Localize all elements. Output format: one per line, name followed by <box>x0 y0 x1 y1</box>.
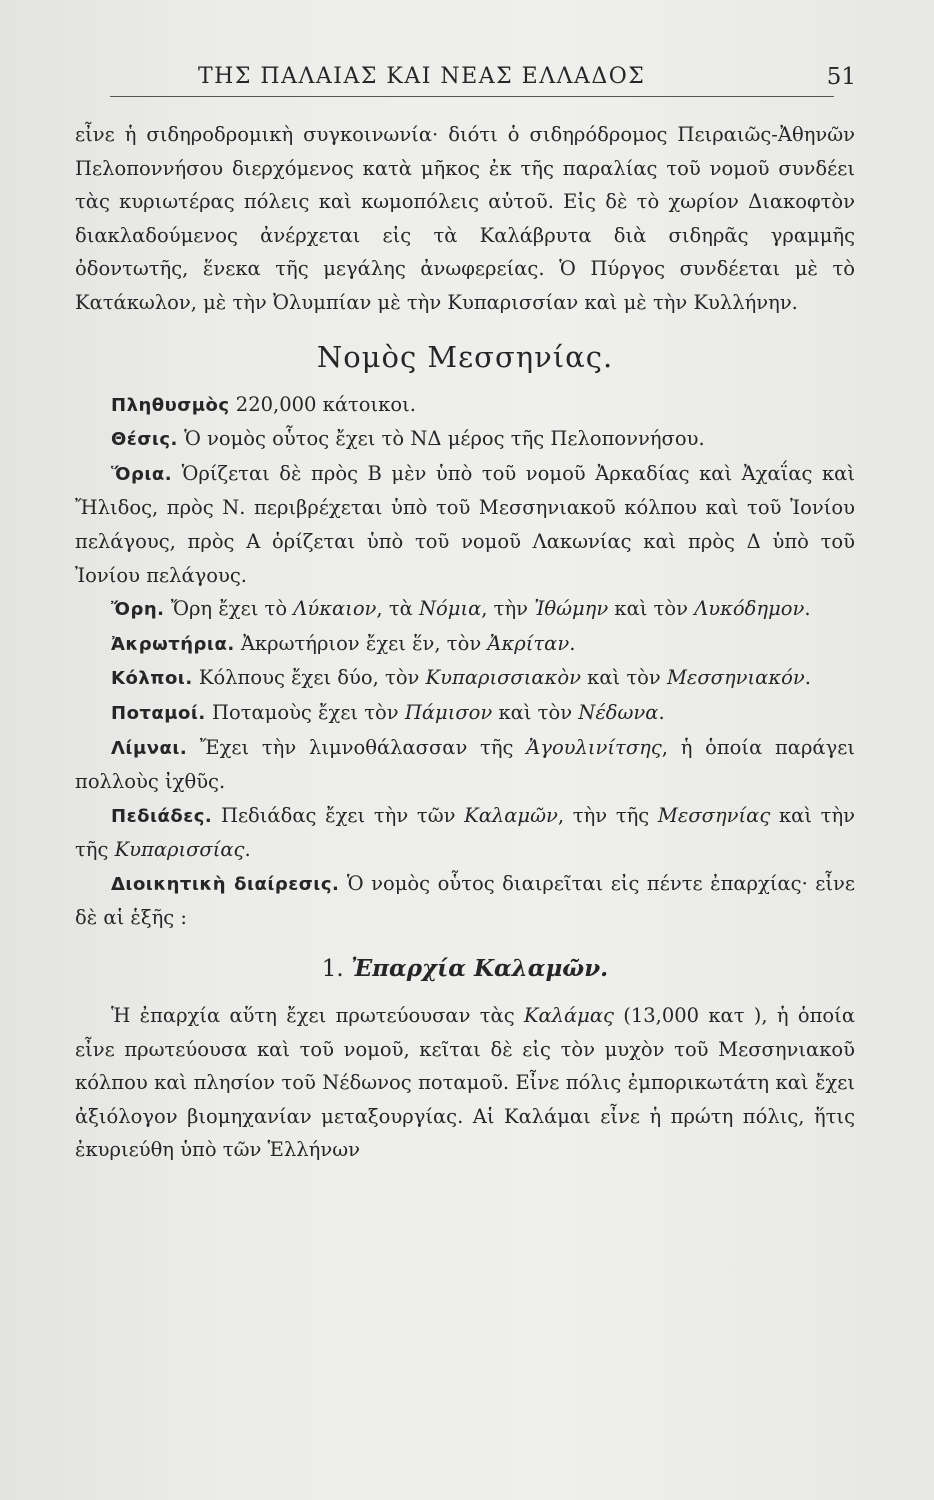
river-name: Πάμισον <box>404 700 493 724</box>
plain-name: Μεσσηνίας <box>657 803 771 827</box>
entry-gulfs <box>75 661 855 696</box>
entry-text: καὶ τὴν τῆς <box>75 803 855 862</box>
entry-label: Ὅρια. <box>111 463 173 485</box>
entry-text: . <box>569 631 576 655</box>
entry-population <box>75 388 855 423</box>
entry-text: καὶ τὸν <box>492 700 579 724</box>
entry-text: , τὰ <box>376 597 419 621</box>
gulf-name: Κυπαρισσιακὸν <box>425 666 581 690</box>
entry-text: Ὁ νομὸς οὗτος διαιρεῖται εἰς πέντε ἐπαρχίας· εἶνε δὲ αἱ ἑξῆς : <box>75 871 855 930</box>
header-rule <box>110 96 834 97</box>
entry-rivers <box>75 696 855 731</box>
entry-text: Ὁρίζεται δὲ πρὸς Β μὲν ὑπὸ τοῦ νομοῦ Ἀρκαδίας καὶ Ἀχαΐας καὶ Ἤλιδος, πρὸς Ν. περιβρέχεται ὑπὸ τοῦ Μεσσηνιακοῦ κόλπου καὶ τοῦ Ἰονίου πελάγους, πρὸς Α ὁρίζεται ὑπὸ τοῦ νομοῦ Λακωνίας καὶ πρὸς Δ ὑπὸ τοῦ Ἰονίου πελάγους. <box>75 461 855 587</box>
entry-text: . <box>804 666 811 690</box>
entry-text: . <box>244 838 251 862</box>
city-name: Καλάμας <box>523 1004 614 1028</box>
entry-capes <box>75 627 855 662</box>
page-body <box>75 118 855 1167</box>
entry-text: , τὴν <box>481 597 535 621</box>
plain-name: Καλαμῶν <box>464 803 558 827</box>
page-number: 51 <box>826 64 856 90</box>
cape-name: Ἀκρίταν <box>487 631 570 655</box>
paragraph-text: (13,000 κατ ), ἡ ὁποία εἶνε πρωτεύουσα καὶ τοῦ νομοῦ, κεῖται δὲ εἰς τὸν μυχὸν τοῦ Μεσσηνιακοῦ κόλπου καὶ πλησίον τοῦ Νέδωνος ποταμοῦ. Εἶνε πόλις ἐμπορικωτάτη καὶ ἔχει ἀξιόλογον βιομηχανίαν μεταξουργίας. Αἱ Καλάμαι εἶνε ἡ πρώτη πόλις, ἥτις ἐκυριεύθη ὑπὸ τῶν Ἑλλήνων <box>75 1004 855 1162</box>
entry-text: Πεδιάδας ἔχει τὴν τῶν <box>212 803 465 827</box>
entry-text: Ἀκρωτήριον ἔχει ἕν, τὸν <box>234 631 488 655</box>
entry-label: Πληθυσμὸς <box>111 394 230 416</box>
mountain-name: Λυκόδημον <box>694 597 805 621</box>
final-paragraph <box>75 999 855 1167</box>
entry-text: καὶ τὸν <box>580 666 667 690</box>
plain-name: Κυπαρισσίας <box>114 838 245 862</box>
entry-text: Ὄρη ἔχει τὸ <box>164 597 294 621</box>
subsection-name: Ἐπαρχία Καλαμῶν. <box>351 955 609 983</box>
entry-position <box>75 422 855 457</box>
subsection-number: 1. <box>321 956 352 983</box>
entry-label: Λίμναι. <box>111 737 188 759</box>
entry-text: , τὴν τῆς <box>557 803 658 827</box>
mountain-name: Ἰθώμην <box>534 597 609 621</box>
entry-borders <box>75 457 855 592</box>
entry-text: . <box>658 700 665 724</box>
section-title: Νομὸς Μεσσηνίας. <box>316 339 614 374</box>
entry-label: Θέσις. <box>111 429 178 451</box>
entry-plains <box>75 799 855 867</box>
entry-lakes <box>75 731 855 799</box>
entry-label: Διοικητικὴ διαίρεσις. <box>111 873 340 895</box>
page-header <box>110 56 856 100</box>
entry-label: Ἀκρωτήρια. <box>111 633 235 655</box>
entry-text: Ποταμοὺς ἔχει τὸν <box>205 700 405 724</box>
running-title: ΤΗΣ ΠΑΛΑΙΑΣ ΚΑΙ ΝΕΑΣ ΕΛΛΑΔΟΣ <box>198 64 646 89</box>
entry-text: 220,000 κάτοικοι. <box>229 392 416 416</box>
entry-label: Πεδιάδες. <box>111 805 213 827</box>
entry-text: , ἡ ὁποία παράγει πολλοὺς ἰχθῦς. <box>75 735 855 794</box>
lake-name: Ἀγουλινίτσης <box>526 735 662 759</box>
entry-label: Ποταμοί. <box>111 702 206 724</box>
mountain-name: Νόμια <box>418 597 482 621</box>
entry-text: καὶ τὸν <box>608 597 695 621</box>
entry-division <box>75 867 855 935</box>
paragraph-text: Ἡ ἐπαρχία αὕτη ἔχει πρωτεύουσαν τὰς <box>111 1004 524 1028</box>
entry-text: . <box>804 597 811 621</box>
gulf-name: Μεσσηνιακόν <box>666 666 805 690</box>
entry-text: Κόλπους ἔχει δύο, τὸν <box>192 666 426 690</box>
entry-mountains <box>75 592 855 627</box>
entry-text: Ὁ νομὸς οὗτος ἔχει τὸ ΝΔ μέρος τῆς Πελοποννήσου. <box>177 427 705 451</box>
mountain-name: Λύκαιον <box>293 597 377 621</box>
river-name: Νέδωνα <box>578 700 659 724</box>
intro-paragraph: εἶνε ἡ σιδηροδρομικὴ συγκοινωνία· διότι ὁ σιδηρόδρομος Πειραιῶς-Ἀθηνῶν Πελοποννήσου διερχόμενος κατὰ μῆκος ἐκ τῆς παραλίας τοῦ νομοῦ συνδέει τὰς κυριωτέρας πόλεις καὶ κωμοπόλεις αὐτοῦ. Εἰς δὲ τὸ χωρίον Διακοφτὸν διακλαδούμενος ἀνέρχεται εἰς τὰ Καλάβρυτα διὰ σιδηρᾶς γραμμῆς ὀδοντωτῆς, ἕνεκα τῆς μεγάλης ἀνωφερείας. Ὁ Πύργος συνδέεται μὲ τὸ Κατάκωλον, μὲ τὴν Ὀλυμπίαν μὲ τὴν Κυπαρισσίαν καὶ μὲ τὴν Κυλλήνην. <box>75 123 855 314</box>
entry-label: Ὄρη. <box>111 599 165 621</box>
entry-text: Ἔχει τὴν λιμνοθάλασσαν τῆς <box>187 735 527 759</box>
subsection-title <box>75 951 855 987</box>
entry-label: Κόλποι. <box>111 668 193 690</box>
